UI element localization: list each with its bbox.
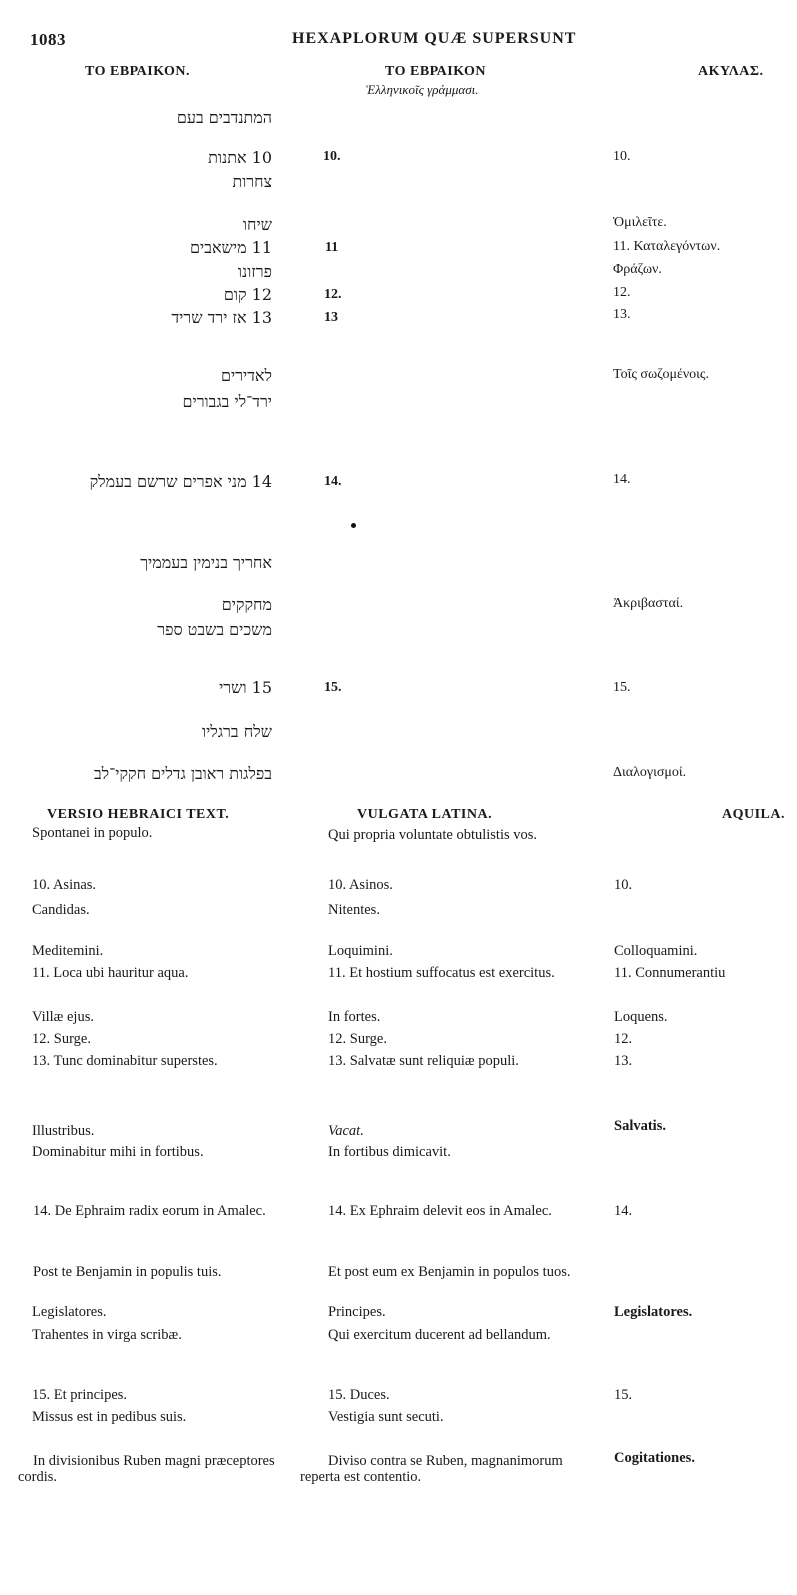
aquila-greek-line: Ὁμιλεῖτε. — [613, 215, 667, 230]
hebrew-line: מחקקים — [221, 595, 272, 614]
hebrew-line: 10 אתנות — [208, 148, 272, 167]
hebrew-line: בפלגות ראובן גדלים חקקי־לב — [93, 764, 272, 783]
aquila-latin-line: Salvatis. — [614, 1118, 666, 1134]
hebrew-line: 12 קום — [223, 285, 272, 304]
aquila-latin-line: 13. — [614, 1053, 633, 1069]
header-transliterated-sub: Ἑλληνικοῖς γράμμασι. — [366, 82, 479, 97]
hebrew-line: 13 אז ירד שריד — [171, 308, 272, 327]
versio-line: 15. Et principes. — [32, 1387, 128, 1403]
translit-number: 13 — [324, 310, 338, 325]
vulgata-line: Qui propria voluntate obtulistis vos. — [328, 827, 538, 843]
vulgata-line: 15. Duces. — [328, 1387, 390, 1403]
vulgata-line: In fortes. — [328, 1009, 381, 1025]
hebrew-line: שיחו — [242, 215, 272, 234]
vulgata-line: 13. Salvatæ sunt reliquiæ populi. — [328, 1053, 519, 1069]
aquila-greek-line: Ἀκριβασταί. — [613, 596, 684, 611]
vulgata-line: Vestigia sunt secuti. — [328, 1409, 444, 1425]
header-transliterated: ΤΟ ΕΒΡΑΙΚΟΝ — [385, 64, 486, 79]
translit-number: 12. — [324, 287, 342, 302]
translit-number: 15. — [324, 680, 342, 695]
aquila-greek-line: Διαλογισμοί. — [613, 765, 687, 780]
aquila-latin-line: 15. — [614, 1387, 633, 1403]
hebrew-line: משכים בשבט ספר — [157, 620, 272, 639]
hebrew-line: 11 מישאבים — [190, 238, 272, 257]
versio-line: Missus est in pedibus suis. — [32, 1409, 187, 1425]
header-aquila-greek: ΑΚΥΛΑΣ. — [698, 64, 764, 79]
hebrew-line: אחריך בנימין בעממיך — [140, 553, 272, 572]
versio-line: In divisionibus Ruben magni præceptores cordis. — [18, 1453, 275, 1485]
hebrew-line: 15 ושרי — [219, 678, 272, 697]
versio-line: Villæ ejus. — [32, 1009, 94, 1025]
vulgata-line: 12. Surge. — [328, 1031, 387, 1047]
vulgata-line: Nitentes. — [328, 902, 380, 918]
aquila-greek-line: 13. — [613, 307, 631, 322]
aquila-greek-line: 11. Καταλεγόντων. — [613, 239, 721, 254]
versio-line: 12. Surge. — [32, 1031, 91, 1047]
versio-line: 10. Asinas. — [32, 877, 97, 893]
aquila-greek-line: 15. — [613, 680, 631, 695]
vulgata-line: In fortibus dimicavit. — [328, 1144, 451, 1160]
vulgata-line: Principes. — [328, 1304, 386, 1320]
aquila-greek-line: 10. — [613, 149, 631, 164]
hebrew-line: ירד־לי בגבורים — [182, 392, 272, 411]
versio-line: Legislatores. — [32, 1304, 107, 1320]
versio-line: Post te Benjamin in populis tuis. — [33, 1264, 222, 1280]
ink-dot-mark — [351, 523, 356, 528]
translit-number: 11 — [325, 240, 339, 255]
aquila-greek-line: Τοῖς σωζομένοις. — [613, 367, 709, 382]
aquila-latin-line: 14. — [614, 1203, 633, 1219]
aquila-latin-line: 11. Connumerantiu — [614, 965, 726, 981]
header-versio: VERSIO HEBRAICI TEXT. — [47, 807, 230, 822]
versio-line: Spontanei in populo. — [32, 825, 153, 841]
aquila-latin-line: 12. — [614, 1031, 633, 1047]
header-aquila-latin: AQUILA. — [722, 807, 786, 822]
versio-line: Candidas. — [32, 902, 90, 918]
aquila-greek-line: 14. — [613, 472, 631, 487]
versio-line: Dominabitur mihi in fortibus. — [32, 1144, 204, 1160]
translit-number: 14. — [324, 474, 342, 489]
aquila-greek-line: Φράζων. — [613, 262, 662, 277]
hebrew-line: 14 מני אפרים שרשם בעמלק — [89, 472, 272, 491]
page-number: 1083 — [30, 30, 66, 49]
vulgata-line: Loquimini. — [328, 943, 393, 959]
hebrew-line: לאדירים — [220, 366, 272, 385]
hebrew-line: פרזונו — [237, 262, 272, 281]
aquila-latin-line: Legislatores. — [614, 1304, 693, 1320]
vulgata-line: Diviso contra se Ruben, magnanimorum reperta est contentio. — [300, 1453, 563, 1485]
aquila-latin-line: Cogitationes. — [614, 1450, 695, 1466]
hebrew-line: שלח ברגליו — [202, 722, 272, 741]
versio-line: Meditemini. — [32, 943, 104, 959]
versio-line: Trahentes in virga scribæ. — [32, 1327, 182, 1343]
vulgata-line: Et post eum ex Benjamin in populos tuos. — [328, 1264, 571, 1280]
hebrew-line: המתנדבים בעם — [176, 108, 272, 127]
vulgata-line: Qui exercitum ducerent ad bellandum. — [328, 1327, 551, 1343]
versio-line: 13. Tunc dominabitur superstes. — [32, 1053, 218, 1069]
vulgata-line: 11. Et hostium suffocatus est exercitus. — [328, 965, 555, 981]
vulgata-line: Vacat. — [328, 1123, 364, 1139]
versio-line: Illustribus. — [32, 1123, 95, 1139]
hebrew-line: צחרות — [232, 172, 272, 191]
versio-line: 14. De Ephraim radix eorum in Amalec. — [33, 1203, 266, 1219]
translit-number: 10. — [323, 149, 341, 164]
versio-line: 11. Loca ubi hauritur aqua. — [32, 965, 189, 981]
header-vulgata: VULGATA LATINA. — [357, 807, 493, 822]
aquila-greek-line: 12. — [613, 285, 631, 300]
aquila-latin-line: Colloquamini. — [614, 943, 698, 959]
running-head: HEXAPLORUM QUÆ SUPERSUNT — [292, 30, 577, 47]
header-hebrew: ΤΟ ΕΒΡΑΙΚΟΝ. — [85, 64, 190, 79]
aquila-latin-line: 10. — [614, 877, 633, 893]
aquila-latin-line: Loquens. — [614, 1009, 668, 1025]
vulgata-line: 10. Asinos. — [328, 877, 393, 893]
vulgata-line: 14. Ex Ephraim delevit eos in Amalec. — [328, 1203, 552, 1219]
